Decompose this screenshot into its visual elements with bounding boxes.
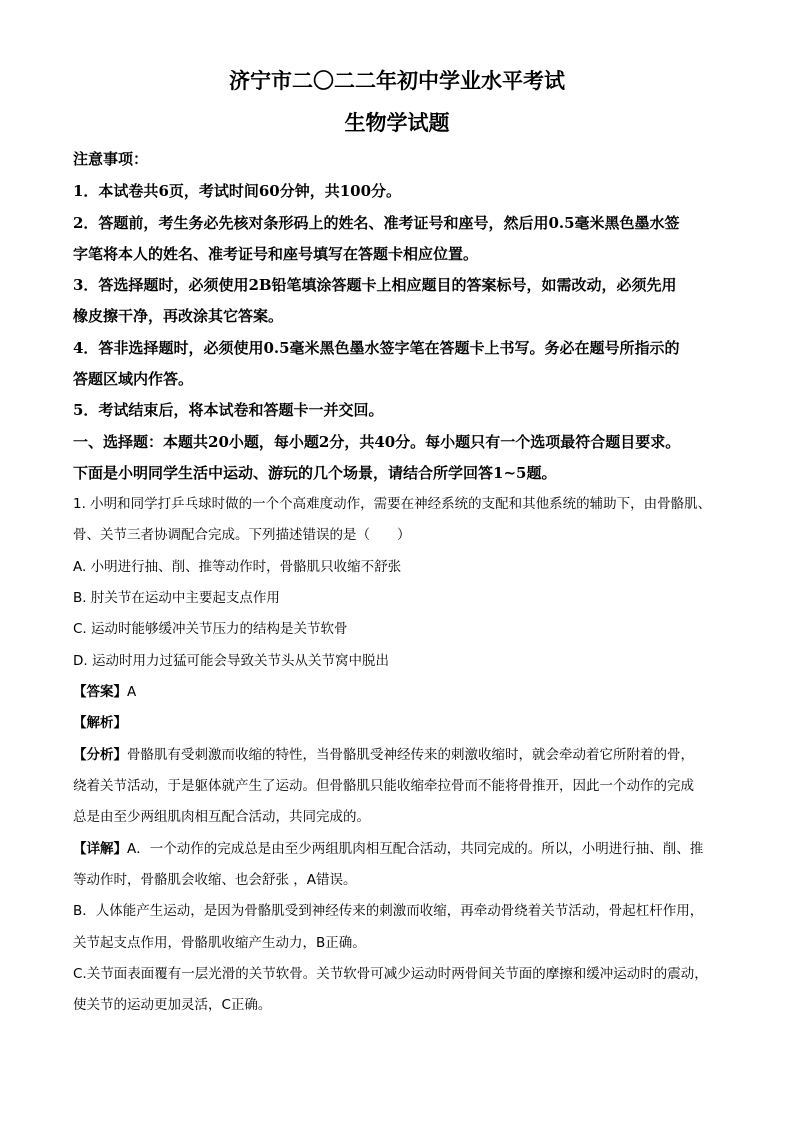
section-intro: 下面是小明同学生活中运动、游玩的几个场景，请结合所学回答1~5题。 (73, 464, 557, 482)
xiangjie-line: 等动作时，骨骼肌会收缩、也会舒张 ，A错误。 (73, 872, 357, 888)
fenxi-line: 绕着关节活动，于是躯体就产生了运动。但骨骼肌只能收缩牵拉骨而不能将骨推开，因此一个动作的完成 (73, 778, 694, 794)
notice-line: 5．考试结束后，将本试卷和答题卡一并交回。 (73, 401, 384, 419)
fenxi-line: 总是由至少两组肌肉相互配合活动，共同完成的。 (73, 809, 370, 825)
analysis-label (73, 713, 127, 733)
section-heading: 一、选择题：本题共20小题，每小题2分，共40分。每小题只有一个选项最符合题目要求。 (73, 433, 681, 451)
notice-line: 橡皮擦干净，再改涂其它答案。 (73, 307, 284, 325)
answer-value: A (127, 684, 137, 700)
xiangjie-label: 【详解】 (73, 841, 127, 857)
notice-line: 1．本试卷共6页，考试时间60分钟，共100分。 (73, 182, 402, 200)
exam-title: 济宁市二〇二二年初中学业水平考试 (229, 68, 565, 93)
answer-label: 【答案】 (73, 684, 127, 700)
exam-subtitle: 生物学试题 (344, 110, 450, 135)
option-a: A. 小明进行抽、削、推等动作时，骨骼肌只收缩不舒张 (73, 559, 402, 575)
notice-line: 2．答题前，考生务必先核对条形码上的姓名、准考证号和座号，然后用0.5毫米黑色墨水签 (73, 214, 680, 232)
explain-c: C.关节面表面覆有一层光滑的关节软骨。关节软骨可减少运动时两骨间关节面的摩擦和缓冲运动时的震动， (73, 966, 708, 982)
option-b: B. 肘关节在运动中主要起支点作用 (73, 590, 280, 606)
notice-line: 答题区域内作答。 (73, 370, 194, 388)
analysis-label-text: 【解析】 (73, 715, 127, 731)
question-stem: 骨、关节三者协调配合完成。下列描述错误的是（ ） (73, 527, 411, 543)
fenxi-label: 【分析】 (73, 747, 127, 763)
explain-b: B．人体能产生运动，是因为骨骼肌受到神经传来的刺激而收缩，再牵动骨绕着关节活动，骨起杠杆作用， (73, 903, 704, 919)
notice-line: 4．答非选择题时，必须使用0.5毫米黑色墨水签字笔在答题卡上书写。务必在题号所指示的 (73, 339, 680, 357)
fenxi-text: 骨骼肌有受刺激而收缩的特性，当骨骼肌受神经传来的刺激收缩时，就会牵动着它所附着的骨， (127, 747, 694, 763)
fenxi-line (73, 745, 694, 765)
notice-heading: 注意事项： (73, 150, 149, 168)
explain-c: 使关节的运动更加灵活，C正确。 (73, 997, 272, 1013)
xiangjie-line (73, 839, 703, 859)
answer-line (73, 682, 136, 702)
option-c: C. 运动时能够缓冲关节压力的结构是关节软骨 (73, 621, 348, 637)
option-d: D. 运动时用力过猛可能会导致关节头从关节窝中脱出 (73, 653, 389, 669)
notice-line: 字笔将本人的姓名、准考证号和座号填写在答题卡相应位置。 (73, 245, 479, 263)
xiangjie-text: A．一个动作的完成总是由至少两组肌肉相互配合活动，共同完成的。所以，小明进行抽、削、推 (127, 841, 704, 857)
question-stem: 1. 小明和同学打乒乓球时做的一个个高难度动作，需要在神经系统的支配和其他系统的辅助下，由骨骼肌、 (73, 496, 712, 512)
explain-b: 关节起支点作用，骨骼肌收缩产生动力，B正确。 (73, 935, 366, 951)
notice-line: 3．答选择题时，必须使用2B铅笔填涂答题卡上相应题目的答案标号，如需改动，必须先用 (73, 276, 677, 294)
